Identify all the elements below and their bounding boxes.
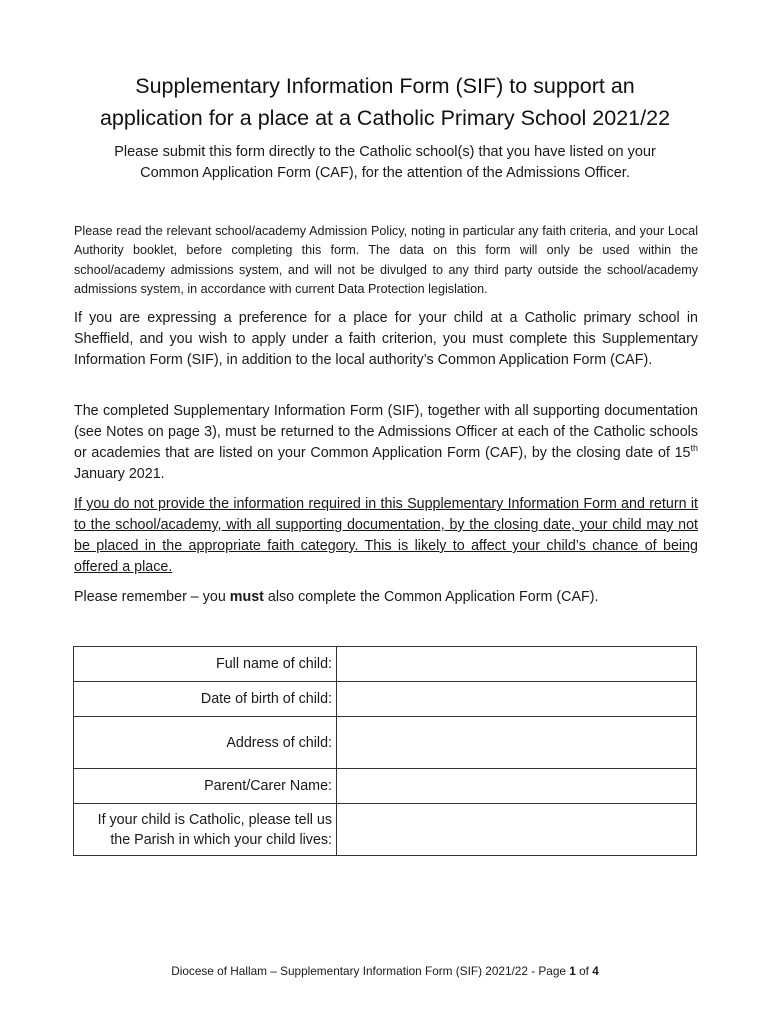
paragraph-preference: If you are expressing a preference for a place for your child at a Catholic primary school in Sheffield, and you wish to apply under a faith criterion, you must complete this Supplementary Information Form (SIF), in addition to the local authority’s Common Application Form (CAF). bbox=[74, 310, 698, 368]
field-label-address: Address of child: bbox=[74, 717, 337, 769]
table-row bbox=[74, 647, 697, 682]
table-row bbox=[74, 682, 697, 717]
field-label-full-name: Full name of child: bbox=[74, 647, 337, 682]
form-title bbox=[40, 70, 730, 134]
reminder-emphasis: must bbox=[229, 589, 264, 605]
full-name-field[interactable] bbox=[337, 647, 697, 682]
date-of-birth-field[interactable] bbox=[337, 682, 697, 717]
field-label-date-of-birth: Date of birth of child: bbox=[74, 682, 337, 717]
title-line-1: Supplementary Information Form (SIF) to support an bbox=[135, 74, 635, 98]
title-line-2: application for a place at a Catholic Primary School 2021/22 bbox=[99, 106, 671, 130]
child-details-table bbox=[73, 646, 697, 856]
reminder-text-start: Please remember – you bbox=[74, 589, 230, 605]
page-footer bbox=[0, 964, 770, 978]
closing-date-text: The completed Supplementary Information Form (SIF), together with all supporting documentation (see Notes on page 3), must be returned to the Admissions Officer at each of the Catholic schools or academies that are listed on your Common Application Form (CAF), by the closing date of 15 bbox=[74, 403, 698, 461]
parent-name-field[interactable] bbox=[337, 769, 697, 804]
address-field[interactable] bbox=[337, 717, 697, 769]
parish-label-line-2: the Parish in which your child lives: bbox=[110, 831, 333, 848]
subtitle-line-1: Please submit this form directly to the Catholic school(s) that you have listed on your bbox=[114, 144, 656, 160]
footer-text: Diocese of Hallam – Supplementary Information Form (SIF) 2021/22 - Page bbox=[171, 964, 570, 978]
reminder-paragraph bbox=[74, 587, 698, 608]
table-row bbox=[74, 717, 697, 769]
ordinal-suffix: th bbox=[690, 443, 698, 454]
field-label-parish bbox=[74, 804, 337, 856]
warning-paragraph: If you do not provide the information required in this Supplementary Information Form and return it to the school/academy, with all supporting documentation, by the closing date, your child may not be placed in the appropriate faith category. This is likely to affect your child’s chance of being offered a place. bbox=[74, 496, 698, 575]
table-row bbox=[74, 804, 697, 856]
page-total: 4 bbox=[592, 964, 599, 978]
paragraph-closing-date bbox=[74, 401, 698, 485]
table-row bbox=[74, 769, 697, 804]
policy-note: Please read the relevant school/academy Admission Policy, noting in particular any faith criteria, and your Local Authority booklet, before completing this form. The data on this form will only be used within the school/academy admissions system, and will not be divulged to any third party outside the school/academy admissions system, in accordance with current Data Protection legislation. bbox=[74, 224, 698, 296]
parish-label-line-1: If your child is Catholic, please tell us bbox=[97, 811, 333, 828]
parish-field[interactable] bbox=[337, 804, 697, 856]
page-number: 1 bbox=[569, 964, 576, 978]
form-subtitle bbox=[60, 142, 710, 184]
footer-of: of bbox=[575, 964, 593, 978]
subtitle-line-2: Common Application Form (CAF), for the attention of the Admissions Officer. bbox=[140, 165, 630, 181]
reminder-text-end: also complete the Common Application Form (CAF). bbox=[263, 589, 599, 605]
field-label-parent-name: Parent/Carer Name: bbox=[74, 769, 337, 804]
closing-date-end: January 2021. bbox=[74, 466, 165, 482]
